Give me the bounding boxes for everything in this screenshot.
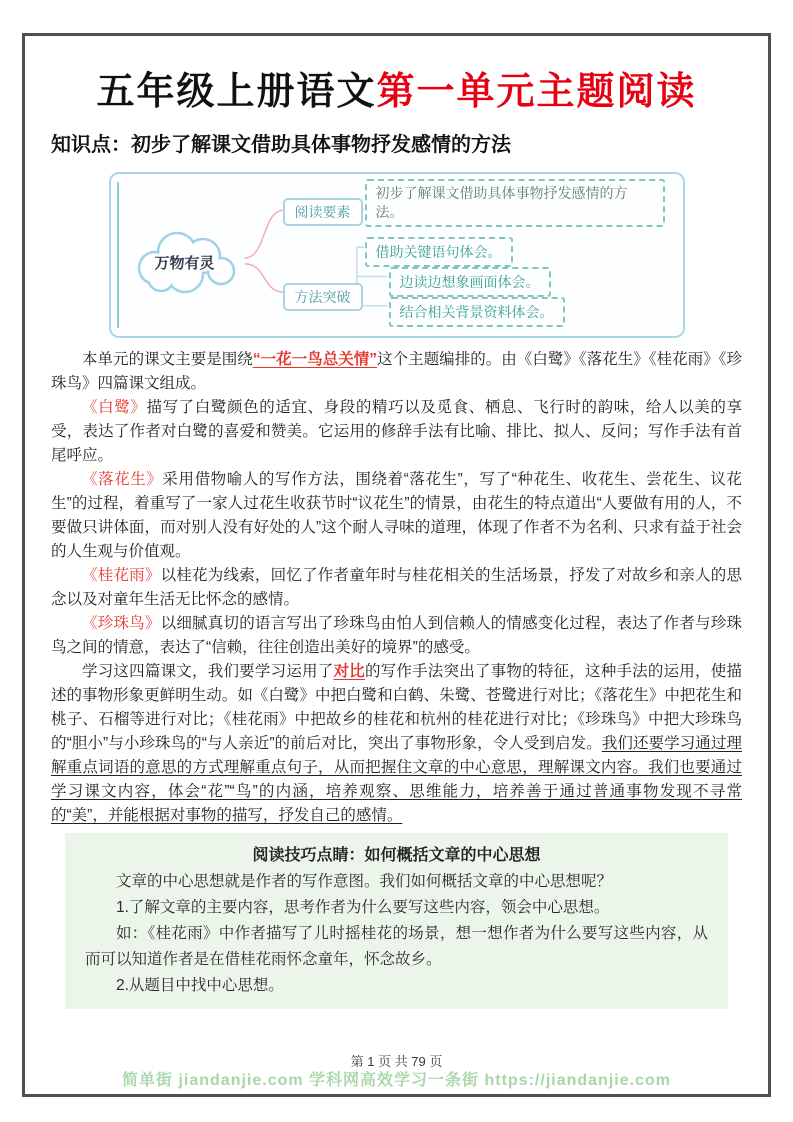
- book-title-zhenzhuniao: 《珍珠鸟》: [82, 615, 161, 632]
- tips-title: 阅读技巧点睛：如何概括文章的中心思想: [252, 847, 541, 864]
- text-segment: 描写了白鹭颜色的适宜、身段的精巧以及觅食、栖息、飞行时的韵味，给人以美的享受，表达了作者对白鹭的喜爱和赞美。它运用的修辞手法有比喻、排比、拟人、反问；写作手法有首尾呼应。: [51, 399, 742, 464]
- keyword-duibi: 对比: [333, 663, 365, 680]
- text-segment: 以细腻真切的语言写出了珍珠鸟由怕人到信赖人的情感变化过程，表达了作者与珍珠鸟之间的情意，表达了“信赖，往往创造出美好的境界”的感受。: [51, 615, 742, 656]
- title-unit-part: 第一单元主题阅读: [376, 71, 697, 113]
- paragraph-unit-intro: [51, 348, 742, 396]
- leaf-imagine-pictures: 边读边想象画面体会。: [389, 267, 551, 297]
- book-title-bailu: 《白鹭》: [82, 399, 147, 416]
- text-segment: 学习这四篇课文，我们要学习运用了: [82, 663, 334, 680]
- paragraph-luohuasheng: [51, 468, 742, 564]
- tips-paragraph-point2: 2.从题目中找中心思想。: [116, 977, 284, 994]
- text-segment: 这个主题编排的。由《白鹭》《落花生》《桂花雨》《珍珠鸟》四篇课文组成。: [51, 351, 742, 392]
- text-segment: 的写作手法突出了事物的特征，这种手法的运用，使描述的事物形象更鲜明生动。如《白鹭》中把白鹭和白鹤、朱鹭、苍鹭进行对比；《落花生》中把花生和桃子、石榴等进行对比；《桂花雨》中把故乡的桂花和杭州的桂花进行对比；《珍珠鸟》中把大珍珠鸟的“胆小”与小珍珠鸟的“与人亲近”的前后对比，突出了事物形象，令人受到启发。: [51, 663, 742, 752]
- book-title-luohuasheng: 《落花生》: [82, 471, 163, 488]
- mindmap-diagram: [109, 172, 685, 338]
- paragraph-bailu: [51, 396, 742, 468]
- paragraph-zhenzhuniao: [51, 612, 742, 660]
- cloud-root-node: [127, 226, 243, 298]
- leaf-background-materials: 结合相关背景资料体会。: [389, 297, 565, 327]
- knowledge-point-heading: 知识点：初步了解课文借助具体事物抒发感情的方法: [51, 134, 511, 156]
- tips-paragraph-intro: 文章的中心思想就是作者的写作意图。我们如何概括文章的中心思想呢？: [116, 873, 613, 890]
- tips-box: [65, 833, 728, 1009]
- body-content: [51, 348, 742, 828]
- page-frame: [22, 33, 771, 1097]
- node-reading-elements: 阅读要素: [283, 198, 363, 226]
- page-title: [51, 68, 742, 116]
- tips-paragraph-example: 如：《桂花雨》中作者描写了儿时摇桂花的场景，想一想作者为什么要写这些内容，从而可以知道作者是在借桂花雨怀念童年，怀念故乡。: [85, 925, 708, 968]
- page-number: 第 1 页 共 79 页: [350, 1054, 443, 1069]
- paragraph-summary: [51, 660, 742, 828]
- underlined-key-sentences: 我们还要学习通过理解重点词语的意思的方式理解重点句子，从而把握住文章的中心意思，理解课文内容。我们也要通过学习课文内容，体会“花”“鸟”的内涵，培养观察、思维能力，培养善于通过普通事物发现不寻常的“美”，并能根据对事物的描写，抒发自己的感情。: [51, 735, 742, 824]
- node-method-breakthrough: 方法突破: [283, 283, 363, 311]
- paragraph-guihuayu: [51, 564, 742, 612]
- text-segment: 本单元的课文主要是围绕: [82, 351, 253, 368]
- text-segment: 采用借物喻人的写作方法，围绕着“落花生”，写了“种花生、收花生、尝花生、议花生”的过程，着重写了一家人过花生收获节时“议花生”的情景，由花生的特点道出“人要做有用的人，不要做只讲体面，而对别人没有好处的人”这个耐人寻味的道理，体现了作者不为名利、只求有益于社会的人生观与价值观。: [51, 471, 742, 560]
- cloud-label: 万物有灵: [154, 255, 215, 272]
- watermark: 简单街 jiandanjie.com 学科网高效学习一条街 https://jiandanjie.com: [122, 1072, 671, 1089]
- leaf-key-sentences: 借助关键语句体会。: [365, 237, 513, 267]
- book-title-guihuayu: 《桂花雨》: [82, 567, 161, 584]
- text-segment: 以桂花为线索，回忆了作者童年时与桂花相关的生活场景，抒发了对故乡和亲人的思念以及对童年生活无比怀念的感情。: [51, 567, 742, 608]
- title-course-part: 五年级上册语文: [96, 71, 377, 113]
- theme-phrase: “一花一鸟总关情”: [252, 351, 378, 368]
- leaf-reading-method: 初步了解课文借助具体事物抒发感情的方法。: [365, 179, 665, 227]
- tips-paragraph-point1: 1.了解文章的主要内容，思考作者为什么要写这些内容，领会中心思想。: [116, 899, 610, 916]
